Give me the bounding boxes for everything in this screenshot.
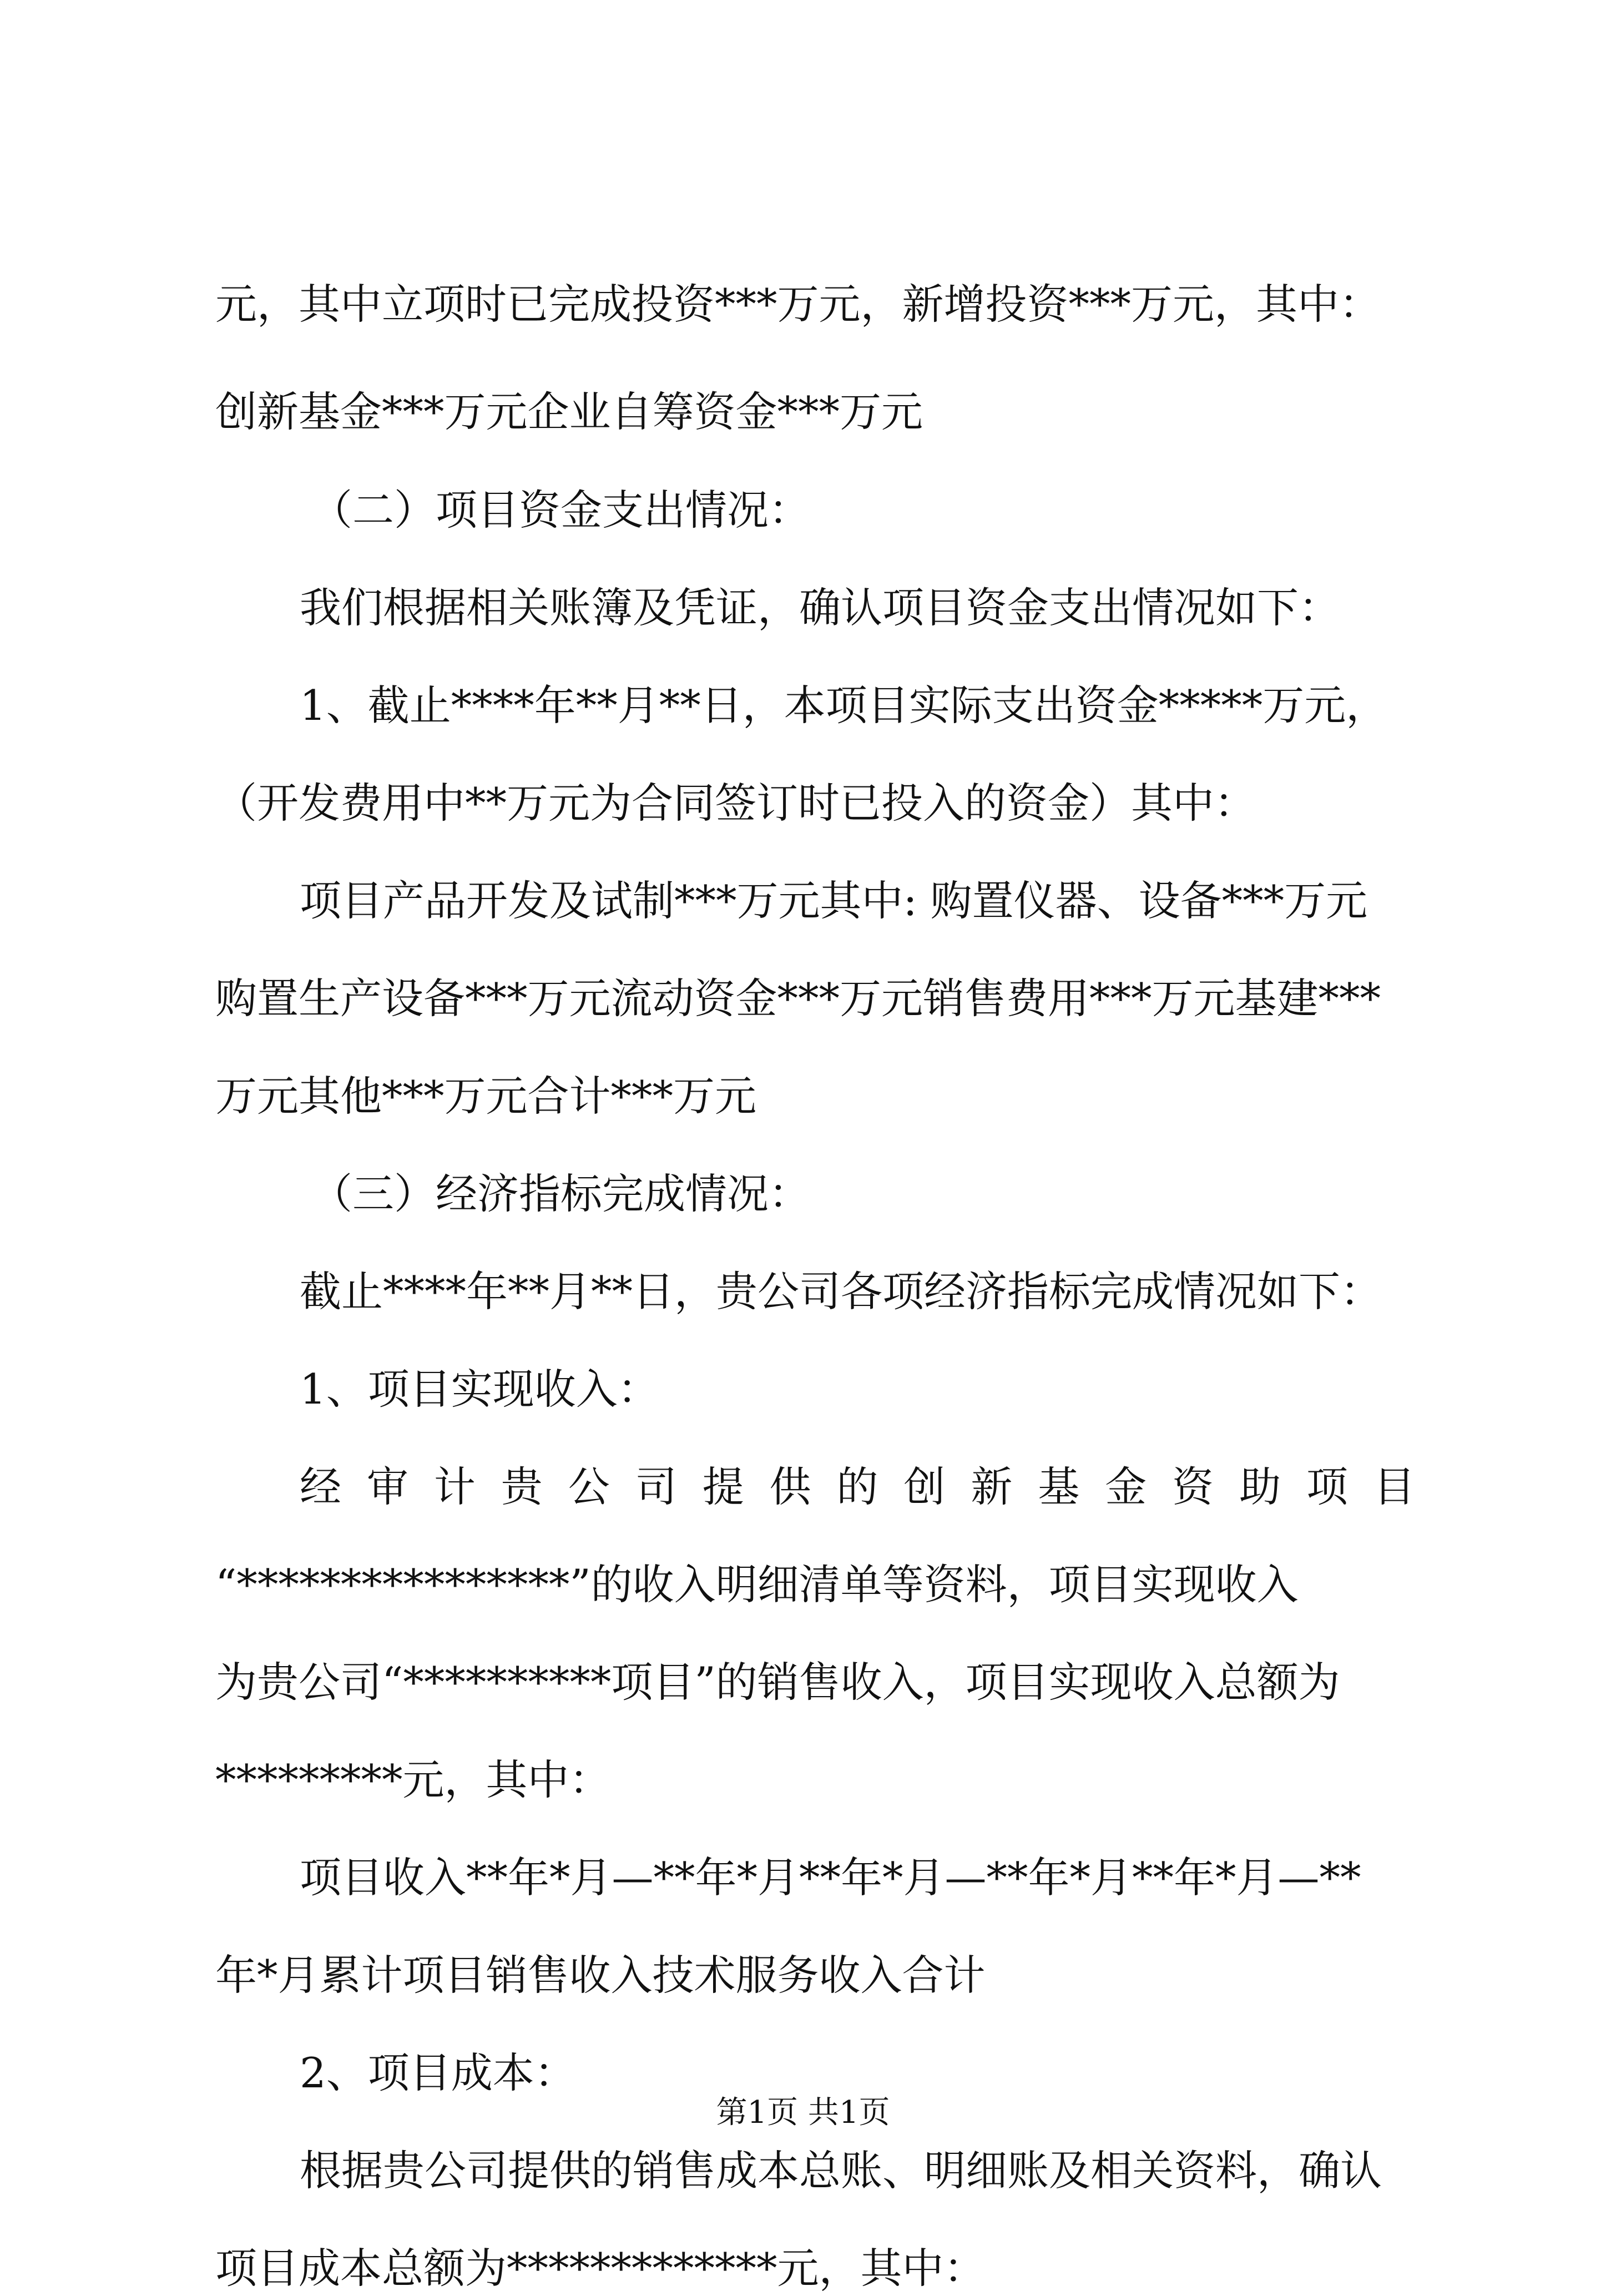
text-line: （开发费用中**万元为合同签订时已投入的资金）其中： [215, 779, 1256, 827]
page-footer: 第1页 共1页 [716, 2095, 890, 2131]
text-line: 我们根据相关账簿及凭证，确认项目资金支出情况如下： [300, 583, 1341, 632]
text-line: 经审计贵公司提供的创新基金资助项目 [300, 1462, 1415, 1511]
text-line: 截止****年**月**日，贵公司各项经济指标完成情况如下： [300, 1267, 1382, 1316]
subheading: 1、项目实现收入： [300, 1365, 659, 1414]
text-line: *********元，其中： [215, 1755, 611, 1804]
subheading: 2、项目成本： [300, 2048, 576, 2097]
text-line: 项目成本总额为*************元，其中： [215, 2244, 986, 2293]
section-heading: （二）项目资金支出情况： [311, 486, 811, 534]
section-heading: （三）经济指标完成情况： [311, 1169, 811, 1218]
text-line: 为贵公司“**********项目”的销售收入，项目实现收入总额为 [215, 1658, 1340, 1707]
text-line: 项目产品开发及试制***万元其中: 购置仪器、设备***万元 [300, 876, 1368, 925]
text-line: 万元其他***万元合计***万元 [215, 1072, 757, 1121]
text-line: 年*月累计项目销售收入技术服务收入合计 [215, 1951, 986, 2000]
text-line: “****************”的收入明细清单等资料，项目实现收入 [215, 1560, 1299, 1609]
text-line: 创新基金***万元企业自筹资金***万元 [215, 387, 923, 436]
text-line: 项目收入**年*月—**年*月**年*月—**年*月**年*月—** [300, 1853, 1361, 1902]
text-line: 购置生产设备***万元流动资金***万元销售费用***万元基建*** [215, 974, 1381, 1023]
text-line: 根据贵公司提供的销售成本总账、明细账及相关资料，确认 [300, 2146, 1382, 2195]
text-line: 元，其中立项时已完成投资***万元，新增投资***万元，其中： [215, 280, 1381, 329]
text-line: 1、截止****年**月**日，本项目实际支出资金*****万元， [300, 681, 1388, 730]
